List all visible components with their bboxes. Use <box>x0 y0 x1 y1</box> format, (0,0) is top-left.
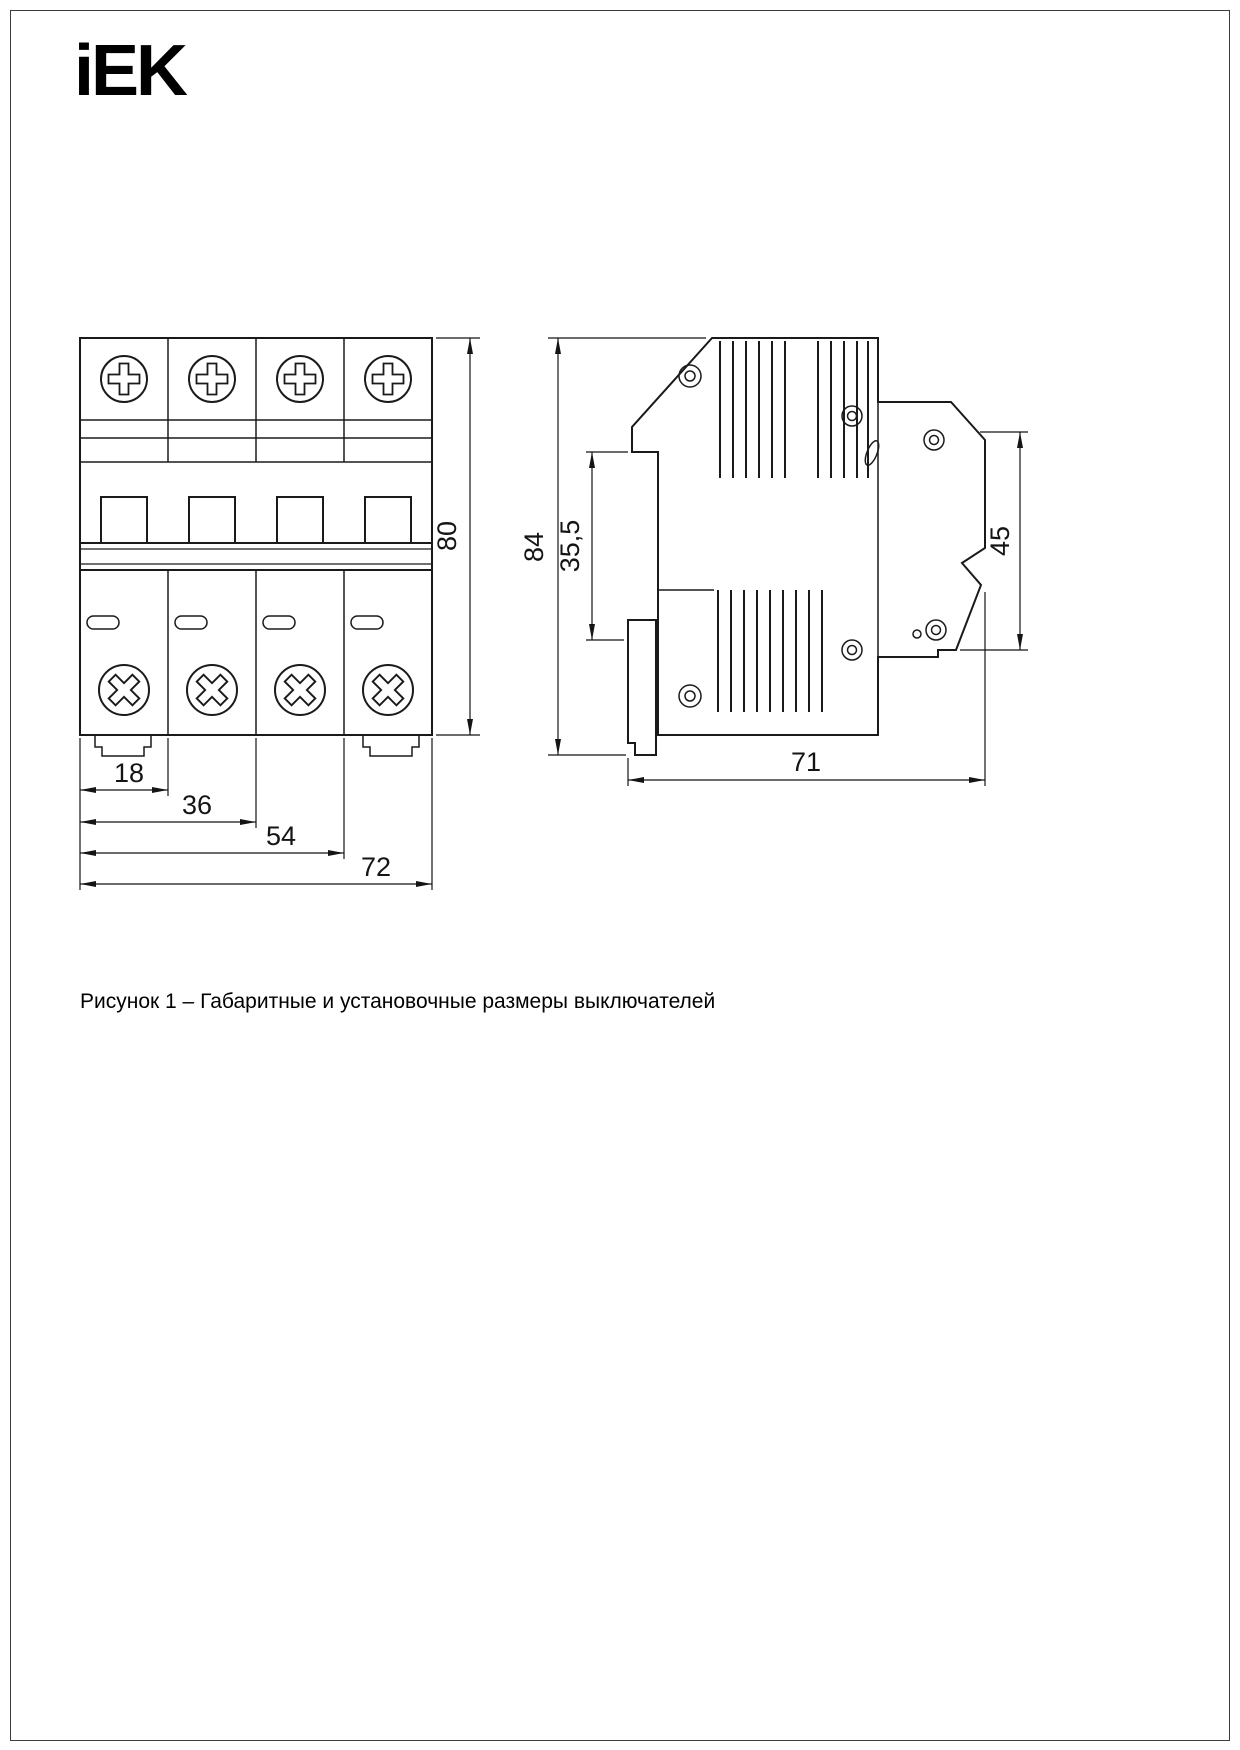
front-view <box>80 338 432 756</box>
toggle-handle <box>365 497 411 543</box>
din-clip <box>95 735 151 756</box>
dim-label-54: 54 <box>265 821 297 851</box>
iek-logo: iEK <box>74 31 186 111</box>
toggle-bar <box>80 543 432 570</box>
toggle-handle <box>277 497 323 543</box>
dim-label-36: 36 <box>181 790 213 820</box>
figure-caption: Рисунок 1 – Габаритные и установочные размеры выключателей <box>80 990 716 1013</box>
dim-label-72: 72 <box>360 852 392 882</box>
dim-label-18: 18 <box>113 758 145 788</box>
dim-label-45: 45 <box>985 525 1015 557</box>
din-clips <box>95 735 419 756</box>
dim-label-height-80: 80 <box>432 520 462 552</box>
dim-label-35-5: 35,5 <box>555 519 585 573</box>
dim-label-71: 71 <box>790 747 822 777</box>
din-latch <box>628 620 656 755</box>
side-view <box>628 338 985 755</box>
toggle-handle <box>101 497 147 543</box>
din-clip <box>363 735 419 756</box>
dim-label-84: 84 <box>519 531 549 563</box>
toggle-handle <box>189 497 235 543</box>
